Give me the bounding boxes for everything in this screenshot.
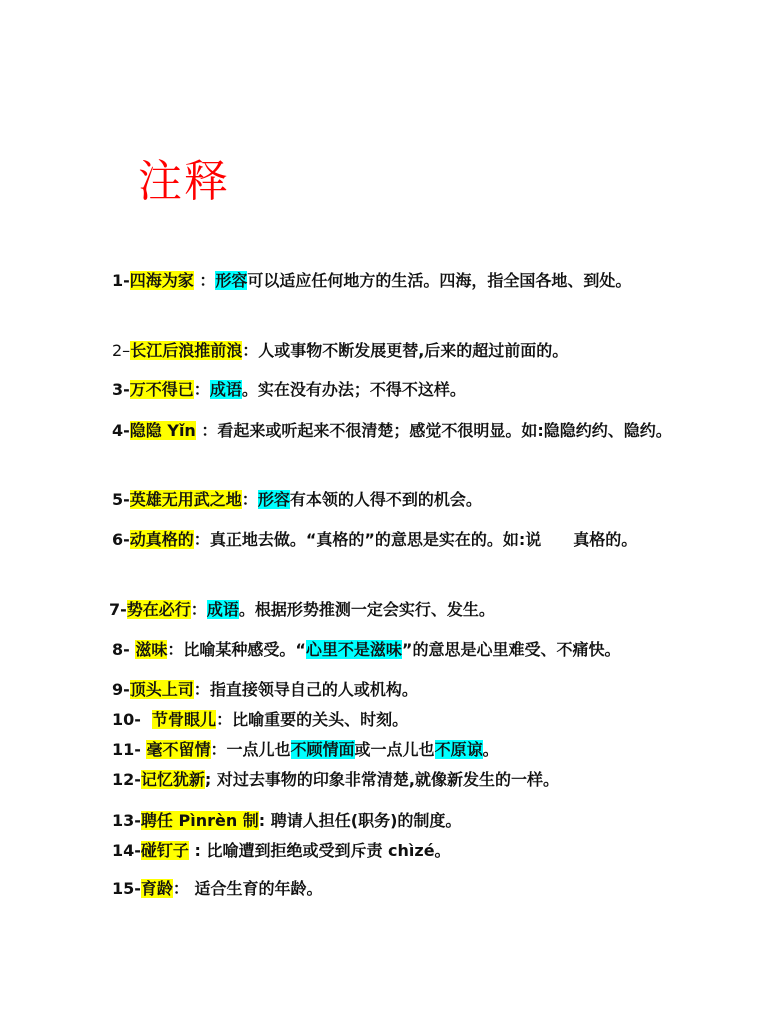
entry-definition: 真正地去做。“真格的”的意思是实在的。如:说 真格的。	[209, 530, 638, 549]
entry-number: 15-	[112, 879, 141, 898]
annotation-entry-2	[112, 336, 672, 366]
annotation-entry-3	[112, 375, 672, 405]
entry-separator: ：	[193, 680, 210, 699]
entry-number: 11-	[112, 740, 147, 759]
entry-number: 14-	[112, 841, 141, 860]
entry-separator: ：	[195, 421, 218, 440]
entry-term: 聘任 Pìnrèn 制	[140, 811, 259, 830]
entry-definition: 适合生育的年龄。	[188, 879, 323, 898]
entry-highlight: 形容	[257, 490, 290, 509]
entry-separator: ;	[204, 770, 212, 789]
entry-number: 5-	[112, 490, 130, 509]
entry-term: 万不得已	[129, 380, 194, 399]
entry-definition-prefix: 比喻某种感受。“	[183, 640, 306, 659]
entry-number: 12-	[112, 770, 141, 789]
entry-separator: ：	[216, 710, 233, 729]
annotation-entry-4	[112, 416, 672, 446]
entry-number: 8-	[112, 640, 136, 659]
annotation-entry-10	[112, 705, 672, 735]
entry-definition: 人或事物不断发展更替,后来的超过前面的。	[258, 341, 569, 360]
annotation-entry-13	[112, 806, 672, 836]
page-title: 注释	[138, 156, 230, 207]
entry-term: 英雄无用武之地	[129, 490, 242, 509]
entry-term: 动真格的	[129, 530, 194, 549]
entry-term: 毫不留情	[146, 740, 211, 759]
entry-separator: ：	[193, 380, 210, 399]
entry-number: 9-	[112, 680, 130, 699]
entry-definition: 。实在没有办法；不得不这样。	[241, 380, 466, 399]
entry-definition-middle: 或一点儿也	[354, 740, 435, 759]
entry-definition: 聘请人担任(职务)的制度。	[265, 811, 462, 830]
entry-number: 6-	[112, 530, 130, 549]
entry-separator: ：	[241, 490, 258, 509]
entry-term: 记忆犹新	[140, 770, 205, 789]
entry-term: 滋味	[135, 640, 168, 659]
entry-separator: :	[258, 811, 266, 830]
entry-highlight-2: 不原谅	[434, 740, 483, 759]
entry-highlight: 心里不是滋味	[305, 640, 402, 659]
entry-definition: ”的意思是心里难受、不痛快。	[401, 640, 621, 659]
entry-definition: 比喻重要的关头、时刻。	[232, 710, 409, 729]
entry-number: 2–	[112, 341, 131, 360]
entry-definition: 比喻遭到拒绝或受到斥责 chìzé。	[200, 841, 451, 860]
annotation-entry-12	[112, 765, 672, 795]
entry-number: 1-	[112, 271, 130, 290]
entry-number: 7-	[109, 600, 127, 619]
annotation-entry-1	[112, 266, 672, 296]
entry-number: 10-	[112, 710, 153, 729]
annotation-entry-5	[112, 485, 672, 515]
entry-definition: 。根据形势推测一定会实行、发生。	[238, 600, 495, 619]
entry-term: 四海为家	[129, 271, 194, 290]
entry-number: 4-	[112, 421, 130, 440]
entry-separator: ：	[242, 341, 259, 360]
entry-highlight: 成语	[209, 380, 242, 399]
annotation-entry-7	[109, 595, 669, 625]
entry-definition: 看起来或听起来不很清楚；感觉不很明显。如:隐隐约约、隐约。	[217, 421, 672, 440]
entry-term: 隐隐 Yǐn	[129, 421, 196, 440]
entry-definition: 指直接领导自己的人或机构。	[209, 680, 418, 699]
entry-definition-prefix: 一点儿也	[226, 740, 291, 759]
annotation-entry-6	[112, 525, 672, 555]
entry-term: 顶头上司	[129, 680, 194, 699]
entry-highlight: 成语	[206, 600, 239, 619]
entry-highlight: 不顾情面	[290, 740, 355, 759]
entry-number: 13-	[112, 811, 141, 830]
entry-separator: ：	[172, 879, 189, 898]
annotation-entry-14	[112, 836, 672, 866]
entry-term: 势在必行	[126, 600, 191, 619]
entry-separator: ：	[193, 271, 216, 290]
entry-definition: 可以适应任何地方的生活。四海，指全国各地、到处。	[247, 271, 632, 290]
annotation-entry-9	[112, 675, 672, 705]
entry-separator: ：	[190, 600, 207, 619]
entry-highlight: 形容	[215, 271, 248, 290]
entry-term: 碰钉子	[140, 841, 189, 860]
entry-separator: ：	[167, 640, 184, 659]
annotation-entry-8	[112, 635, 712, 665]
entry-number: 3-	[112, 380, 130, 399]
entry-definition: 对过去事物的印象非常清楚,就像新发生的一样。	[211, 770, 559, 789]
entry-separator: ：	[193, 530, 210, 549]
entry-term: 节骨眼儿	[152, 710, 217, 729]
entry-term: 育龄	[140, 879, 173, 898]
entry-separator: :	[188, 841, 201, 860]
entry-separator: ：	[210, 740, 227, 759]
annotation-entry-11	[112, 735, 672, 765]
entry-definition: 有本领的人得不到的机会。	[289, 490, 482, 509]
entry-term: 长江后浪推前浪	[130, 341, 243, 360]
annotation-entry-15	[112, 874, 672, 904]
entry-definition: 。	[482, 740, 499, 759]
